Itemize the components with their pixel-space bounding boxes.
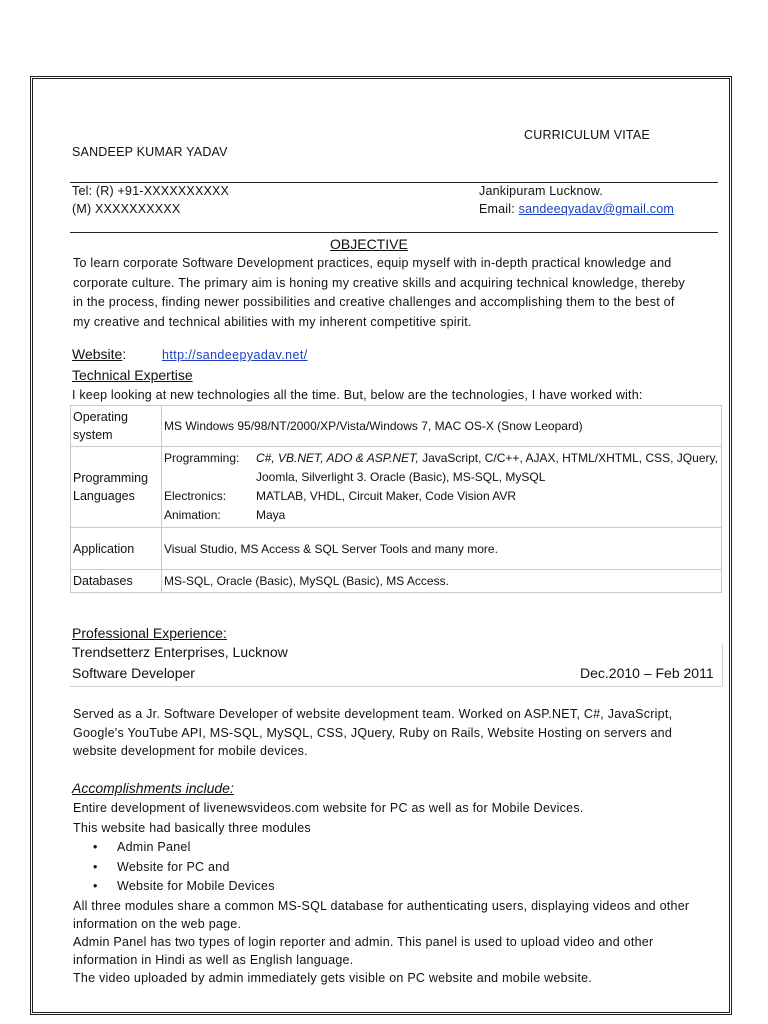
table-row [71,447,722,528]
email-link[interactable]: sandeeqyadav@gmail.com [518,202,674,216]
os-label-cell [71,406,162,447]
detail-line: All three modules share a common MS-SQL database for authenticating users, displaying videos and other [73,898,690,913]
objective-line: in the process, finding newer possibilities and creative challenges and accomplishing them to the best of [73,295,675,309]
cv-title: CURRICULUM VITAE [524,128,650,142]
email-line [479,202,674,216]
module-list [73,838,733,897]
accomplishment-line: This website had basically three modules [73,820,311,835]
app-value: Visual Studio, MS Access & SQL Server Tools and many more. [162,528,722,570]
prog-key-spacer [164,468,256,487]
elec-value: MATLAB, VHDL, Circuit Maker, Code Vision AVR [256,489,517,503]
skills-table [70,405,722,593]
website-label: Website [72,346,123,362]
table-row [71,570,722,593]
website-link[interactable]: http://sandeepyadav.net/ [162,348,308,362]
job-role: Software Developer [72,665,195,681]
list-item: • Admin Panel [73,838,733,858]
accomplishment-details [73,897,733,987]
accomplishments-heading: Accomplishments include: [72,780,234,796]
lang-label-line: Programming [73,471,149,485]
experience-heading: Professional Experience: [72,625,227,641]
divider-bottom [70,232,718,233]
prog-value [256,449,718,468]
accomplishments-body [73,799,733,987]
summary-line: website development for mobile devices. [73,744,308,758]
objective-line: my creative and technical abilities with my inherent competitive spirit. [73,314,472,329]
lang-label-cell [71,447,162,528]
objective-line: To learn corporate Software Development practices, equip myself with in-depth practical knowledge and [73,256,672,270]
accomplishment-line: Entire development of livenewsvideos.com website for PC as well as for Mobile Devices. [73,801,584,815]
os-label-line: Operating [73,410,128,424]
summary-line: Served as a Jr. Software Developer of website development team. Worked on ASP.NET, C#, JavaScript, [73,707,673,721]
technical-heading: Technical Expertise [72,367,193,383]
detail-line: The video uploaded by admin immediately gets visible on PC website and mobile website. [73,970,592,985]
prog-row-2 [164,468,719,487]
list-item: • Website for Mobile Devices [73,877,733,897]
anim-row [164,506,719,525]
anim-value: Maya [256,508,286,522]
phone-residence: Tel: (R) +91-XXXXXXXXXX [72,184,230,198]
list-item: • Website for PC and [73,858,733,878]
prog-value-line2: Joomla, Silverlight 3. Oracle (Basic), MS-SQL, MySQL [256,470,546,484]
lang-label-line: Languages [73,489,135,503]
phone-mobile: (M) XXXXXXXXXX [72,202,181,216]
detail-line: information in Hindi as well as English language. [73,952,354,967]
db-label: Databases [71,570,162,593]
lang-value-cell [162,447,722,528]
experience-box-side [722,644,723,686]
prog-row [164,449,719,468]
company-name: Trendsetterz Enterprises, Lucknow [72,644,288,660]
table-row [71,528,722,570]
objective-heading: OBJECTIVE [330,236,408,252]
app-label: Application [71,528,162,570]
os-label-line: system [73,428,113,442]
prog-value-italic: C#, VB.NET, ADO & ASP.NET, [256,451,419,465]
prog-key: Programming: [164,451,240,465]
experience-box-bottom [70,686,722,687]
experience-summary [73,705,733,761]
summary-line: Google's YouTube API, MS-SQL, MySQL, CSS, JQuery, Ruby on Rails, Website Hosting on servers and [73,725,673,740]
email-label: Email: [479,202,515,216]
divider-top [70,182,718,183]
objective-line: corporate culture. The primary aim is honing my creative skills and acquiring technical knowledge, thereby [73,275,685,290]
anim-key: Animation: [164,508,221,522]
objective-text [73,254,733,332]
website-colon: : [122,346,127,362]
os-value: MS Windows 95/98/NT/2000/XP/Vista/Windows 7, MAC OS-X (Snow Leopard) [162,406,722,447]
detail-line: Admin Panel has two types of login reporter and admin. This panel is used to upload video and other [73,934,654,949]
elec-key: Electronics: [164,489,227,503]
db-value: MS-SQL, Oracle (Basic), MySQL (Basic), MS Access. [162,570,722,593]
technical-intro: I keep looking at new technologies all the time. But, below are the technologies, I have worked with: [72,388,643,402]
job-dates: Dec.2010 – Feb 2011 [580,665,714,681]
table-row [71,406,722,447]
address: Jankipuram Lucknow. [479,184,604,198]
elec-row [164,487,719,506]
prog-value-rest: JavaScript, C/C++, AJAX, HTML/XHTML, CSS, JQuery, [418,451,718,465]
detail-line: information on the web page. [73,916,242,931]
candidate-name: SANDEEP KUMAR YADAV [72,145,228,159]
website-row [72,346,126,362]
